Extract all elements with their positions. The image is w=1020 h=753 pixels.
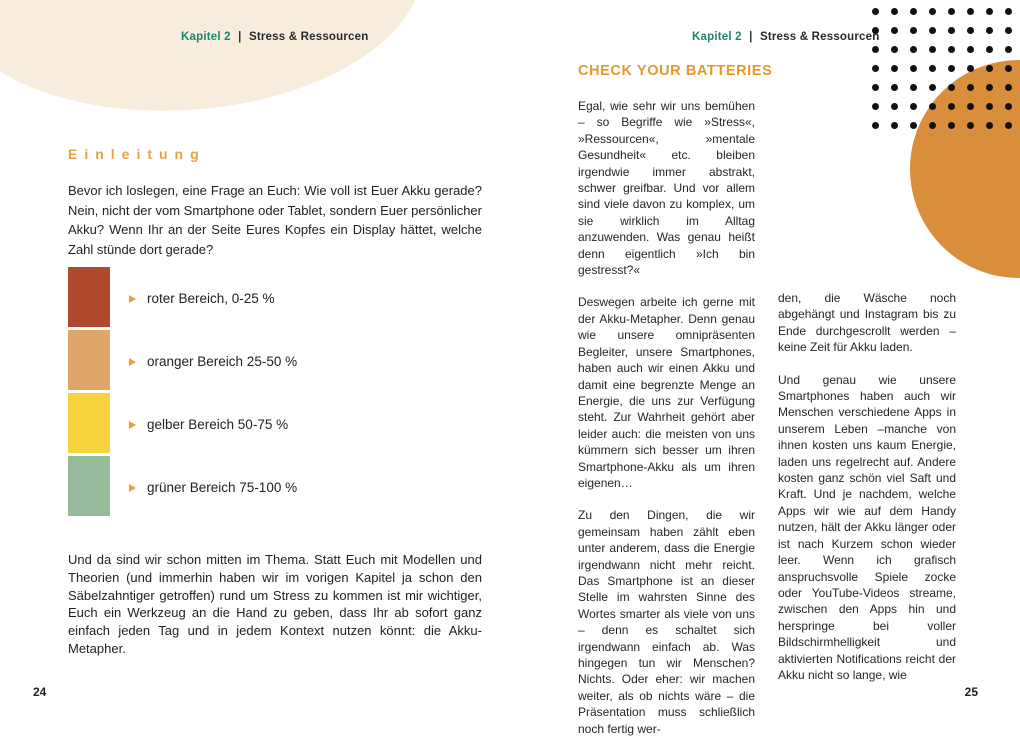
dot: [1005, 122, 1012, 129]
dot: [891, 27, 898, 34]
dot: [929, 84, 936, 91]
dot: [1005, 8, 1012, 15]
dot: [948, 122, 955, 129]
dot: [967, 27, 974, 34]
triangle-bullet-icon: [129, 421, 136, 429]
dot: [910, 27, 917, 34]
body-paragraph: Egal, wie sehr wir uns bemühen – so Begriffe wie »Stress«, »Ressourcen«, »mentale Gesundheit« etc. bleiben irgendwie immer abstrakt, schwer greifbar. Und vor allem sind viele davon zu komplex, um sie wirklich im Alltag anzuwenden. Was genau heißt denn eigentlich »Ich bin gestresst?«: [578, 99, 755, 278]
body-paragraph: Zu den Dingen, die wir gemeinsam haben zählt eben unter anderem, dass die Energie irgendwann nicht mehr reicht. Das Smartphone ist an dieser Stelle im wahrsten Sinne des Wortes smarter als viele von uns – denn es schaltet sich irgendwann einfach ab. Was hingegen tun wir Menschen? Nichts. Oder eher: wir machen weiter, als ob nichts wäre – die Präsentation muss schließlich noch fertig wer-: [578, 508, 755, 736]
battery-legend-item: [129, 456, 297, 519]
battery-segment-yellow: [68, 393, 110, 453]
dot: [986, 8, 993, 15]
dot: [891, 122, 898, 129]
dot: [872, 122, 879, 129]
dot: [929, 27, 936, 34]
body-paragraph: Deswegen arbeite ich gerne mit der Akku-Metapher. Denn genau wie unsere omnipräsenten Begleiter, unsere Smartphones, haben auch wir einen Akku und damit eine begrenzte Menge an Energie, die uns zur Verfügung steht. Zur Wahrheit gehört aber leider auch: die meisten von uns kümmern sich besser um ihren Smartphone-Akku als um ihren eigenen…: [578, 295, 755, 490]
dot: [986, 84, 993, 91]
triangle-bullet-icon: [129, 295, 136, 303]
dot: [1005, 46, 1012, 53]
cream-blob-shape: [0, 0, 432, 126]
battery-legend-item: [129, 393, 297, 456]
dot: [872, 103, 879, 110]
dot: [967, 84, 974, 91]
chapter-title: Stress & Ressourcen: [248, 31, 369, 43]
right-page-header: [692, 31, 879, 43]
dot: [1005, 65, 1012, 72]
dot: [910, 65, 917, 72]
dot: [872, 46, 879, 53]
dot: [986, 46, 993, 53]
dot: [967, 103, 974, 110]
dot: [929, 122, 936, 129]
text-column-1: [578, 98, 755, 753]
dot: [910, 122, 917, 129]
section-heading-check-your-batteries: CHECK YOUR BATTERIES: [578, 63, 773, 79]
dot: [1005, 84, 1012, 91]
battery-legend-item: [129, 267, 297, 330]
header-separator: |: [749, 31, 753, 43]
body-paragraph: Und genau wie unsere Smartphones haben auch wir Menschen verschiedene Apps in unserem Leben –manche von ihnen kosten uns kaum Energie, laden uns regelrecht auf. Andere kosten ganz schön viel Saft und Kraft. Und je nachdem, welche Apps wir wie auf dem Handy nutzen, hält der Akku länger oder ist nach Kurzem schon wieder leer. Wenn ich grafisch anspruchsvolle Spiele zocke oder YouTube-Videos streame, zwischen den Apps hin und herspringe bei voller Bildschirmhelligkeit und aktivierten Notifications reicht der Akku nicht so lange, wie: [778, 372, 956, 682]
dot: [948, 46, 955, 53]
dot: [910, 46, 917, 53]
dot: [872, 65, 879, 72]
dot: [948, 103, 955, 110]
dot: [910, 84, 917, 91]
text-column-2: [778, 290, 956, 699]
dot: [872, 84, 879, 91]
section-heading-einleitung: Einleitung: [68, 146, 206, 162]
header-separator: |: [238, 31, 242, 43]
dot: [910, 103, 917, 110]
battery-segment-red: [68, 267, 110, 327]
battery-segment-orange: [68, 330, 110, 390]
dot: [967, 122, 974, 129]
chapter-label: Kapitel 2: [181, 31, 231, 43]
dot-grid: [872, 8, 1012, 129]
body-paragraph: den, die Wäsche noch abgehängt und Instagram bis zu Ende durchgescrollt werden – keine Zeit für Akku laden.: [778, 291, 956, 355]
chapter-label: Kapitel 2: [692, 31, 742, 43]
chapter-title: Stress & Ressourcen: [759, 31, 880, 43]
left-page-header: [181, 31, 368, 43]
page-number-right: 25: [964, 685, 978, 699]
dot: [967, 8, 974, 15]
battery-legend-label: roter Bereich, 0-25 %: [147, 291, 275, 306]
dot: [1005, 27, 1012, 34]
dot: [967, 65, 974, 72]
dot: [891, 103, 898, 110]
dot: [986, 103, 993, 110]
battery-legend-label: gelber Bereich 50-75 %: [147, 417, 289, 432]
triangle-bullet-icon: [129, 358, 136, 366]
intro-paragraph: Bevor ich loslegen, eine Frage an Euch: Wie voll ist Euer Akku gerade? Nein, nicht der vom Smartphone oder Tablet, sondern Euer persönlicher Akku? Wenn Ihr an der Seite Eures Kopfes ein Display hättet, welche Zahl stünde dort gerade?: [68, 183, 482, 257]
battery-legend-item: [129, 330, 297, 393]
dot: [929, 46, 936, 53]
dot: [948, 84, 955, 91]
battery-legend-label: grüner Bereich 75-100 %: [147, 480, 298, 495]
dot: [986, 65, 993, 72]
dot: [948, 65, 955, 72]
dot: [891, 46, 898, 53]
triangle-bullet-icon: [129, 484, 136, 492]
dot: [929, 65, 936, 72]
battery-segment-green: [68, 456, 110, 516]
dot: [929, 103, 936, 110]
battery-legend: [129, 267, 297, 519]
dot: [986, 27, 993, 34]
dot: [948, 8, 955, 15]
dot: [948, 27, 955, 34]
dot: [910, 8, 917, 15]
dot: [1005, 103, 1012, 110]
dot: [929, 8, 936, 15]
battery-graphic: [68, 267, 110, 516]
dot: [891, 65, 898, 72]
page-number-left: 24: [33, 685, 47, 699]
dot: [891, 8, 898, 15]
battery-legend-label: oranger Bereich 25-50 %: [147, 354, 298, 369]
dot: [967, 46, 974, 53]
closing-paragraph: Und da sind wir schon mitten im Thema. Statt Euch mit Modellen und Theorien (und immerhin haben wir im vorigen Kapitel ja schon den Säbelzahntiger getroffen) rund um Stress zu kommen ist mir wichtiger, Euch ein Werkzeug an die Hand zu geben, dass Ihr ab sofort ganz einfach jeden Tag und in jedem Kontext nutzen könnt: die Akku-Metapher.: [68, 552, 482, 656]
dot: [872, 8, 879, 15]
dot: [986, 122, 993, 129]
dot: [891, 84, 898, 91]
